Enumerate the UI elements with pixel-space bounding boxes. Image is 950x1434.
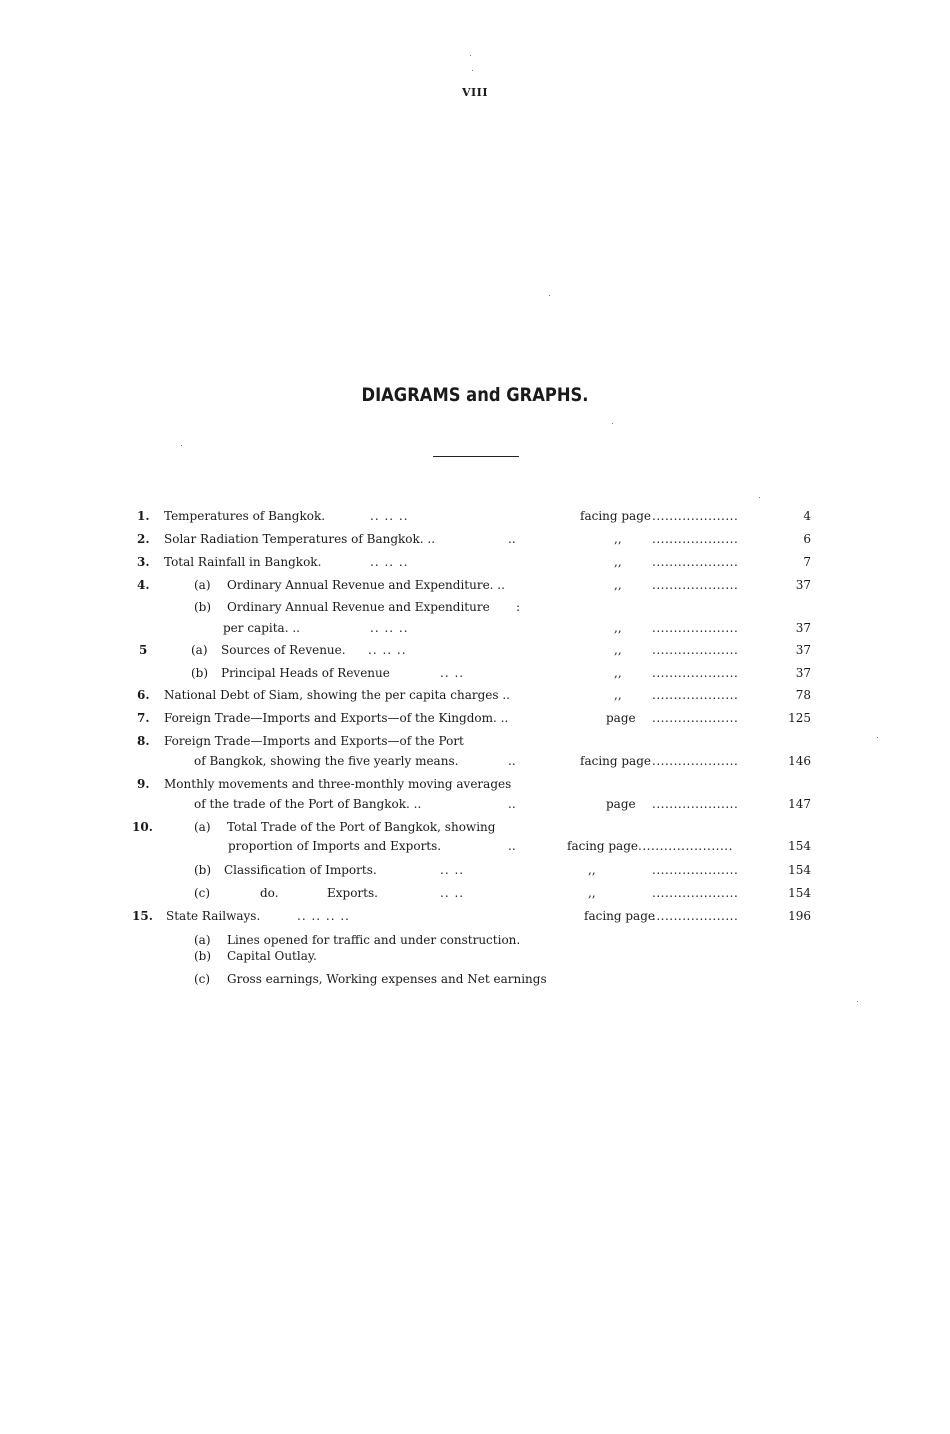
entry-title: State Railways. [166, 909, 261, 923]
page-title: DIAGRAMS and GRAPHS. [361, 384, 589, 406]
entry-title-continued: proportion of Imports and Exports. [228, 839, 442, 853]
entry-leader: .. .. .. [370, 509, 409, 523]
entry-number: 1. [137, 509, 150, 523]
scan-speck [612, 423, 613, 424]
entry-ref-label: facing page [580, 509, 651, 523]
entry-number: 10. [132, 820, 153, 834]
entry-ref-dots: .................... [652, 509, 739, 523]
entry-page: 154 [788, 839, 811, 853]
entry-title: Temperatures of Bangkok. [164, 509, 326, 523]
entry-ref-label: ,, [588, 863, 596, 877]
entry-leader: .. .. .. .. [297, 909, 350, 923]
scan-speck [472, 70, 473, 71]
entry-title: Classification of Imports. [224, 863, 377, 877]
entry-ref-dots: .................... [652, 643, 739, 657]
entry-leader: .. .. [440, 863, 465, 877]
entry-ref-label: page [606, 711, 636, 725]
entry-ref-label: ,, [614, 555, 622, 569]
entry-title: Monthly movements and three-monthly moving averages [164, 777, 512, 791]
entry-number: 8. [137, 734, 150, 748]
entry-title-continued: of the trade of the Port of Bangkok. .. [194, 797, 422, 811]
entry-leader: .. .. .. [370, 555, 409, 569]
entry-ref-dots: ...................... [638, 839, 733, 853]
entry-number: 5 [139, 643, 148, 657]
entry-leader: .. .. [440, 666, 465, 680]
entry-ref-label: ,, [614, 643, 622, 657]
entry-ref-dots: .................... [652, 797, 739, 811]
entry-page: 37 [795, 621, 811, 635]
entry-ref-label: facing page [584, 909, 655, 923]
scan-speck [857, 1001, 858, 1002]
entry-page: 7 [803, 555, 811, 569]
scan-speck [877, 737, 878, 738]
entry-title: Ordinary Annual Revenue and Expenditure [227, 600, 490, 614]
scan-speck [181, 445, 182, 446]
entry-ref-label: ,, [614, 688, 622, 702]
entry-ref-dots: .................... [652, 863, 739, 877]
entry-ref-label: ,, [614, 621, 622, 635]
entry-number: 15. [132, 909, 153, 923]
entry-title: Total Rainfall in Bangkok. [164, 555, 322, 569]
entry-page: 37 [795, 643, 811, 657]
entry-title: Solar Radiation Temperatures of Bangkok. .. [164, 532, 436, 546]
entry-sub-label: (c) [194, 886, 211, 900]
subitem-label: (c) [194, 972, 211, 986]
entry-ref-dots: .................... [652, 578, 739, 592]
entry-title-continued: per capita. .. [223, 621, 300, 635]
entry-ref-dots: .................... [652, 555, 739, 569]
entry-leader: .. [508, 839, 516, 853]
entry-leader: .. .. .. [368, 643, 407, 657]
scan-speck [759, 497, 760, 498]
subitem-text: Lines opened for traffic and under construction. [227, 933, 521, 947]
entry-title: Principal Heads of Revenue [221, 666, 390, 680]
entry-leader: .. [508, 797, 516, 811]
entry-ref-dots: .................... [652, 621, 739, 635]
entry-number: 9. [137, 777, 150, 791]
subitem-text: Gross earnings, Working expenses and Net earnings [227, 972, 547, 986]
entry-title: National Debt of Siam, showing the per capita charges .. [164, 688, 510, 702]
entry-page: 154 [788, 886, 811, 900]
entry-ref-dots: .................... [652, 532, 739, 546]
entry-ref-label: ,, [588, 886, 596, 900]
entry-title: Ordinary Annual Revenue and Expenditure. .. [227, 578, 505, 592]
entry-number: 4. [137, 578, 150, 592]
entry-number: 3. [137, 555, 150, 569]
entry-sub-label: (a) [191, 643, 208, 657]
entry-page: 37 [795, 666, 811, 680]
entry-ref-dots: .................... [652, 688, 739, 702]
entry-leader: .. .. .. [370, 621, 409, 635]
entry-page: 4 [803, 509, 811, 523]
scan-speck [470, 55, 471, 56]
title-rule [433, 456, 519, 457]
page-number: VIII [462, 86, 488, 99]
entry-ref-label: facing page [567, 839, 638, 853]
entry-number: 6. [137, 688, 150, 702]
entry-leader: .. [508, 532, 516, 546]
subitem-label: (a) [194, 933, 211, 947]
entry-leader: : [516, 600, 521, 614]
entry-title-continued: of Bangkok, showing the five yearly means. [194, 754, 459, 768]
entry-sub-label: (a) [194, 820, 211, 834]
entry-title-part: Exports. [327, 886, 378, 900]
entry-ref-label: page [606, 797, 636, 811]
entry-leader: .. [508, 754, 516, 768]
scan-speck [549, 295, 550, 296]
entry-ref-dots: .................... [652, 909, 739, 923]
entry-ref-dots: .................... [652, 711, 739, 725]
entry-sub-label: (b) [194, 863, 212, 877]
entry-number: 2. [137, 532, 150, 546]
entry-page: 125 [788, 711, 811, 725]
entry-leader: .. .. [440, 886, 465, 900]
entry-page: 154 [788, 863, 811, 877]
entry-page: 147 [788, 797, 811, 811]
entry-ref-dots: .................... [652, 666, 739, 680]
entry-page: 146 [788, 754, 811, 768]
entry-title: Foreign Trade—Imports and Exports—of the Port [164, 734, 464, 748]
entry-sub-label: (b) [191, 666, 209, 680]
entry-sub-label: (b) [194, 600, 212, 614]
entry-ref-dots: .................... [652, 754, 739, 768]
entry-number: 7. [137, 711, 150, 725]
entry-page: 6 [803, 532, 811, 546]
entry-title: Total Trade of the Port of Bangkok, showing [227, 820, 496, 834]
entry-ref-label: ,, [614, 666, 622, 680]
entry-title: Foreign Trade—Imports and Exports—of the Kingdom. .. [164, 711, 509, 725]
entry-title: Sources of Revenue. [221, 643, 346, 657]
entry-ref-dots: .................... [652, 886, 739, 900]
subitem-label: (b) [194, 949, 212, 963]
entry-title: do. [260, 886, 279, 900]
entry-page: 78 [795, 688, 811, 702]
entry-sub-label: (a) [194, 578, 211, 592]
entry-ref-label: ,, [614, 578, 622, 592]
entry-ref-label: facing page [580, 754, 651, 768]
entry-page: 196 [788, 909, 811, 923]
entry-ref-label: ,, [614, 532, 622, 546]
subitem-text: Capital Outlay. [227, 949, 317, 963]
entry-page: 37 [795, 578, 811, 592]
